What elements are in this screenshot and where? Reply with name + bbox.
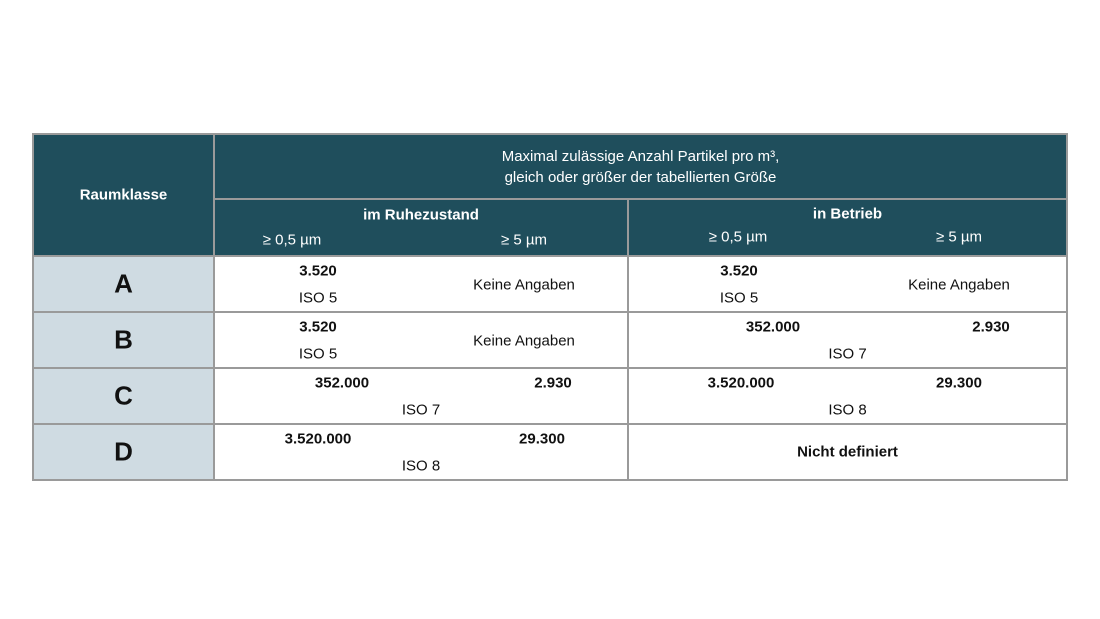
row-a-op-iso: ISO 5 (719, 289, 759, 307)
row-b-op-small: 352.000 (745, 318, 801, 336)
row-d-label-cell (34, 425, 213, 479)
row-label: C (114, 380, 133, 411)
header-operation-size-small: ≥ 0,5 µm (708, 228, 768, 246)
row-a-op-large: Keine Angaben (908, 276, 1010, 294)
row-b-rest-cell (215, 313, 627, 367)
row-c-op-large: 29.300 (936, 374, 982, 392)
header-operation-label: in Betrieb (812, 205, 883, 223)
row-a-label-cell (34, 257, 213, 311)
header-row-label-cell (34, 135, 213, 255)
row-c-op-small: 3.520.000 (707, 374, 775, 392)
row-d-rest-small: 3.520.000 (284, 430, 352, 448)
row-b-label-cell (34, 313, 213, 367)
header-rest-size-large: ≥ 5 µm (500, 231, 548, 249)
row-c-label-cell (34, 369, 213, 423)
row-a-operation-cell (629, 257, 1066, 311)
row-d-rest-cell (215, 425, 627, 479)
header-rest-size-small: ≥ 0,5 µm (262, 231, 322, 249)
row-label: B (114, 324, 133, 355)
row-a-rest-large: Keine Angaben (473, 276, 575, 294)
row-b-operation-cell (629, 313, 1066, 367)
header-top-line2: gleich oder größer der tabellierten Größe (504, 168, 777, 186)
header-top-line1: Maximal zulässige Anzahl Partikel pro m³, (501, 147, 780, 165)
header-raumklasse: Raumklasse (79, 186, 168, 204)
header-top-cell (215, 135, 1066, 198)
row-c-rest-large: 2.930 (534, 374, 572, 392)
row-c-rest-iso: ISO 7 (401, 401, 441, 419)
cleanroom-class-table (32, 133, 1068, 481)
row-d-rest-iso: ISO 8 (401, 457, 441, 475)
row-a-rest-small: 3.520 (299, 262, 337, 280)
row-c-rest-cell (215, 369, 627, 423)
row-a-op-small: 3.520 (720, 262, 758, 280)
row-label: A (114, 268, 133, 299)
row-a-rest-cell (215, 257, 627, 311)
row-b-op-large: 2.930 (972, 318, 1010, 336)
header-rest-cell (215, 200, 627, 255)
row-c-rest-small: 352.000 (314, 374, 370, 392)
row-d-operation-cell (629, 425, 1066, 479)
row-d-op-note: Nicht definiert (797, 443, 898, 461)
header-rest-label: im Ruhezustand (363, 206, 479, 224)
row-d-rest-large: 29.300 (519, 430, 565, 448)
row-label: D (114, 436, 133, 467)
row-c-op-iso: ISO 8 (828, 401, 867, 419)
row-a-rest-iso: ISO 5 (298, 289, 338, 307)
row-b-rest-small: 3.520 (299, 318, 337, 336)
header-operation-cell (629, 200, 1066, 255)
header-operation-size-large: ≥ 5 µm (935, 228, 983, 246)
row-b-op-iso: ISO 7 (828, 345, 867, 363)
row-b-rest-iso: ISO 5 (298, 345, 338, 363)
row-c-operation-cell (629, 369, 1066, 423)
row-b-rest-large: Keine Angaben (473, 332, 575, 350)
